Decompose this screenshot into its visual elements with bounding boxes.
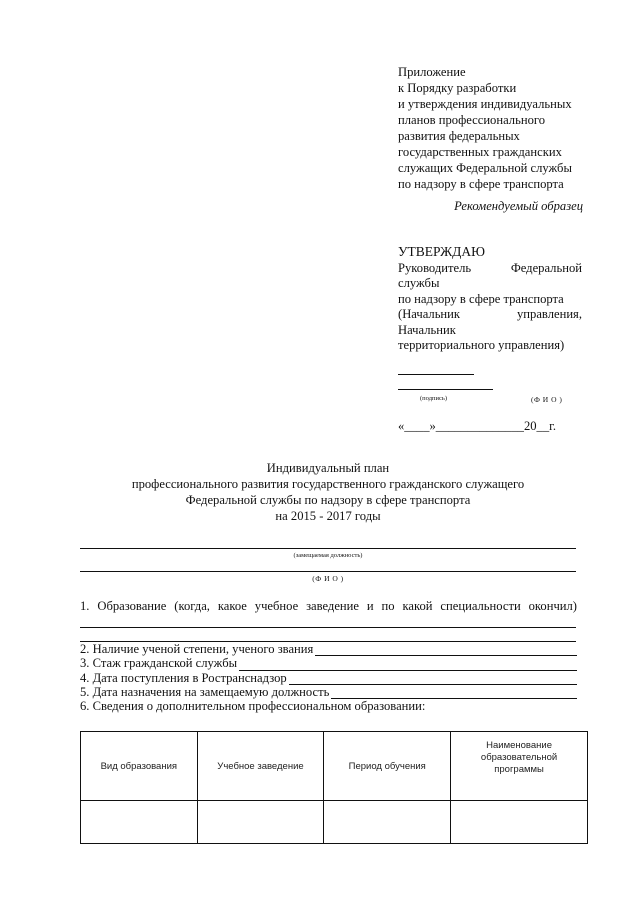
approval-date[interactable]: «____»______________20__г. bbox=[398, 419, 557, 433]
plan-title-line: Федеральной службы по надзору в сфере транспорта bbox=[185, 493, 471, 507]
appendix-line: Приложение bbox=[398, 65, 466, 79]
appendix-block bbox=[398, 64, 588, 192]
form-item-label: 2. Наличие ученой степени, ученого звания bbox=[80, 642, 314, 656]
table-header-cell: Учебное заведение bbox=[197, 732, 324, 801]
approve-line: Начальник bbox=[398, 322, 456, 337]
table-header-cell: Период обучения bbox=[324, 732, 451, 801]
form-items bbox=[80, 642, 577, 713]
position-field[interactable] bbox=[80, 548, 576, 549]
additional-education-table bbox=[80, 731, 588, 844]
table-row bbox=[81, 801, 588, 844]
approve-text: управления, bbox=[517, 307, 582, 321]
plan-title-line: Индивидуальный план bbox=[266, 461, 390, 475]
approval-block bbox=[398, 244, 582, 354]
form-item-label: 5. Дата назначения на замещаемую должность bbox=[80, 684, 330, 699]
additional-education-heading: 6. Сведения о дополнительном профессиональном образовании: bbox=[80, 699, 426, 714]
form-item-label: 3. Стаж гражданской службы bbox=[80, 656, 238, 671]
form-item-field[interactable] bbox=[289, 673, 577, 685]
plan-title-line: на 2015 - 2017 годы bbox=[275, 509, 381, 523]
form-item-entry-date bbox=[80, 671, 577, 685]
approve-line: службы bbox=[398, 276, 440, 290]
appendix-line: государственных гражданских bbox=[398, 145, 562, 159]
plan-title bbox=[80, 460, 576, 524]
form-item-service-length bbox=[80, 656, 577, 670]
education-field[interactable] bbox=[80, 627, 576, 628]
table-header-cell: Наименование образовательной программы bbox=[451, 732, 588, 801]
approve-text: Руководитель bbox=[398, 260, 472, 275]
table-header-cell: Вид образования bbox=[81, 732, 198, 801]
approve-line: территориального управления) bbox=[398, 338, 565, 352]
recommended-sample-label: Рекомендуемый образец bbox=[454, 199, 583, 213]
table-cell[interactable] bbox=[451, 801, 588, 844]
plan-title-line: профессионального развития государственного гражданского служащего bbox=[131, 477, 525, 491]
table-header-row bbox=[81, 732, 588, 801]
signature-line[interactable] bbox=[398, 389, 493, 390]
table-cell[interactable] bbox=[197, 801, 324, 844]
appendix-line: служащих Федеральной службы bbox=[398, 161, 572, 175]
approve-line bbox=[398, 261, 582, 277]
education-question: 1. Образование (когда, какое учебное заведение и по какой специальности окончил) bbox=[80, 599, 577, 613]
appendix-line: по надзору в сфере транспорта bbox=[398, 177, 564, 191]
fio-caption: (Ф И О ) bbox=[531, 395, 563, 404]
appendix-line: планов профессионального bbox=[398, 113, 546, 127]
appendix-line: к Порядку разработки bbox=[398, 81, 517, 95]
form-item-field[interactable] bbox=[315, 644, 577, 656]
form-item-appointment-date bbox=[80, 685, 577, 699]
approve-text: Федеральной bbox=[510, 260, 582, 275]
signature-caption: (подпись) bbox=[420, 395, 447, 402]
appendix-line: и утверждения индивидуальных bbox=[398, 97, 572, 111]
fio-field[interactable] bbox=[80, 571, 576, 572]
form-item-degree bbox=[80, 642, 577, 656]
approve-line: по надзору в сфере транспорта bbox=[398, 291, 564, 306]
form-item-label: 4. Дата поступления в Ространснадзор bbox=[80, 670, 287, 685]
position-caption: (замещаемая должность) bbox=[293, 552, 363, 559]
table-cell[interactable] bbox=[81, 801, 198, 844]
signature-line[interactable] bbox=[398, 374, 474, 375]
appendix-line: развития федеральных bbox=[398, 129, 520, 143]
form-item-field[interactable] bbox=[239, 659, 577, 671]
fio-caption: (Ф И О ) bbox=[312, 574, 344, 583]
approve-text: (Начальник bbox=[398, 307, 461, 321]
approve-title: УТВЕРЖДАЮ bbox=[398, 244, 486, 259]
form-item-field[interactable] bbox=[331, 687, 577, 699]
approve-line bbox=[398, 307, 582, 323]
table-cell[interactable] bbox=[324, 801, 451, 844]
